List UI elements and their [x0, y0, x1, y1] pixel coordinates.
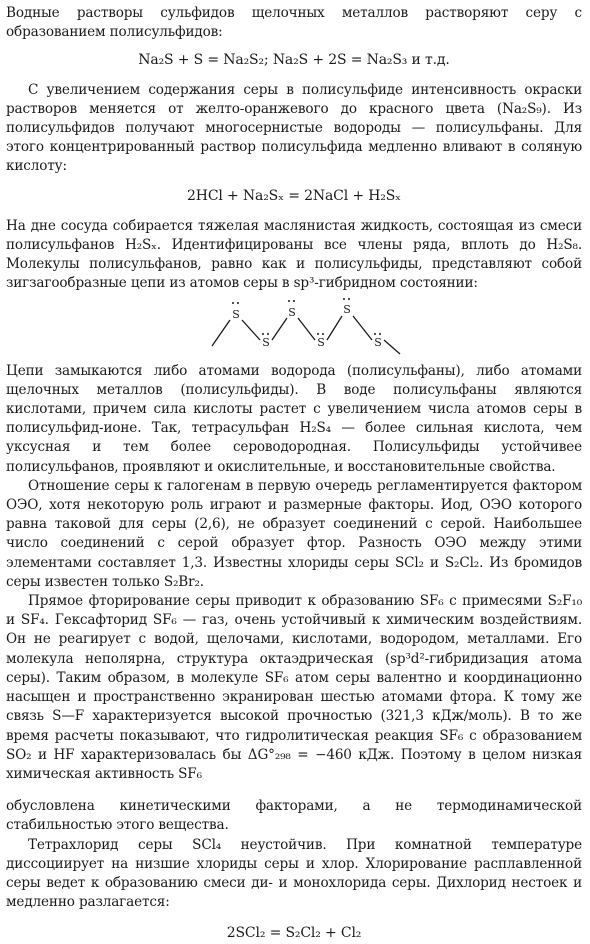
sulfur-atom: S [374, 335, 382, 349]
paragraph-zigzag-chains: На дне сосуда собирается тяжелая маслянистая жидкость, состоящая из смеси полисульфанов H₂Sₓ. Идентифицированы все члены ряда, вплоть до H₂S₈. Молекулы полисульфанов, равно как и полисульфиды, представляют собой зигзагообразные цепи из атомов серы в sp³-гибридном состоянии: [6, 217, 582, 292]
equation-polysulfane: 2HCl + Na₂Sₓ = 2NaCl + H₂Sₓ [187, 187, 401, 204]
paragraph-halogens: Отношение серы к галогенам в первую очередь регламентируется фактором ОЭО, хотя некоторую роль играют и размерные факторы. Иод, ОЭО которого равна таковой для серы (2,6), не образует соединений с серой. Наибольшее число соединений с серой образует фтор. Разность ОЭО между этими элементами составляет 1,3. Известны хлориды серы SCl₂ и S₂Cl₂. Из бромидов серы известен только S₂Br₂. [6, 477, 582, 590]
paragraph-kinetic-factors: обусловлена кинетическими факторами, а не термодинамической стабильностью этого вещества. [6, 798, 582, 834]
sulfur-atom: S [232, 307, 240, 321]
paragraph-tetrachloride: Тетрахлорид серы SCl₄ неустойчив. При комнатной температуре диссоциирует на низшие хлориды серы и хлор. Хлорирование расплавленной серы ведет к образованию смеси ди- и монохлорида серы. Дихлорид нестоек и медленно разлагается: [6, 836, 582, 911]
paragraph-fluorination: Прямое фторирование серы приводит к образованию SF₆ с примесями S₂F₁₀ и SF₄. Гексафторид SF₆ — газ, очень устойчивый к химическим воздействиям. Он не реагирует с водой, щелочами, кислотами, водородом, металлами. Его молекула неполярна, структура октаэдрическая (sp³d²-гибридизация атома серы). Таким образом, в молекуле SF₆ атом серы валентно и координационно насыщен и пространственно экранирован шестью атомами фтора. К тому же связь S—F характеризуется высокой прочностью (321,3 кДж/моль). В то же время расчеты показывают, что гидролитическая реакция SF₆ с образованием SO₂ и HF характеризовалась бы ΔG°₂₉₈ = −460 кДж. Поэтому в целом низкая химическая активность SF₆ [6, 593, 582, 782]
equation-dichloride-decomposition: 2SCl₂ = S₂Cl₂ + Cl₂ [226, 925, 362, 942]
sulfur-atom: S [317, 335, 325, 349]
sulfur-chain-diagram [202, 296, 402, 358]
sulfur-atom: S [288, 305, 296, 319]
paragraph-chain-termination: Цепи замыкаются либо атомами водорода (полисульфаны), либо атомами щелочных металлов (полисульфиды). В воде полисульфаны являются кислотами, причем сила кислоты растет с увеличением числа атомов серы в полисульфид-ионе. Так, тетрасульфан H₂S₄ — более сильная кислота, чем уксусная и тем более сероводородная. Полисульфиды устойчивее полисульфанов, проявляют и окислительные, и восстановительные свойства. [6, 362, 582, 475]
sulfur-atom: S [262, 335, 270, 349]
equation-sodium-polysulfide: Na₂S + S = Na₂S₂; Na₂S + 2S = Na₂S₃ и т.д. [138, 52, 450, 69]
sulfur-atom: S [343, 302, 351, 316]
paragraph-color-change: С увеличением содержания серы в полисульфиде интенсивность окраски растворов меняется от желто-оранжевого до красного цвета (Na₂S₉). Из полисульфидов получают многосернистые водороды — полисульфаны. Для этого концентрированный раствор полисульфида медленно вливают в соляную кислоту: [6, 81, 582, 175]
paragraph-intro: Водные растворы сульфидов щелочных металлов растворяют серу с образованием полисульфидов: [6, 5, 582, 41]
